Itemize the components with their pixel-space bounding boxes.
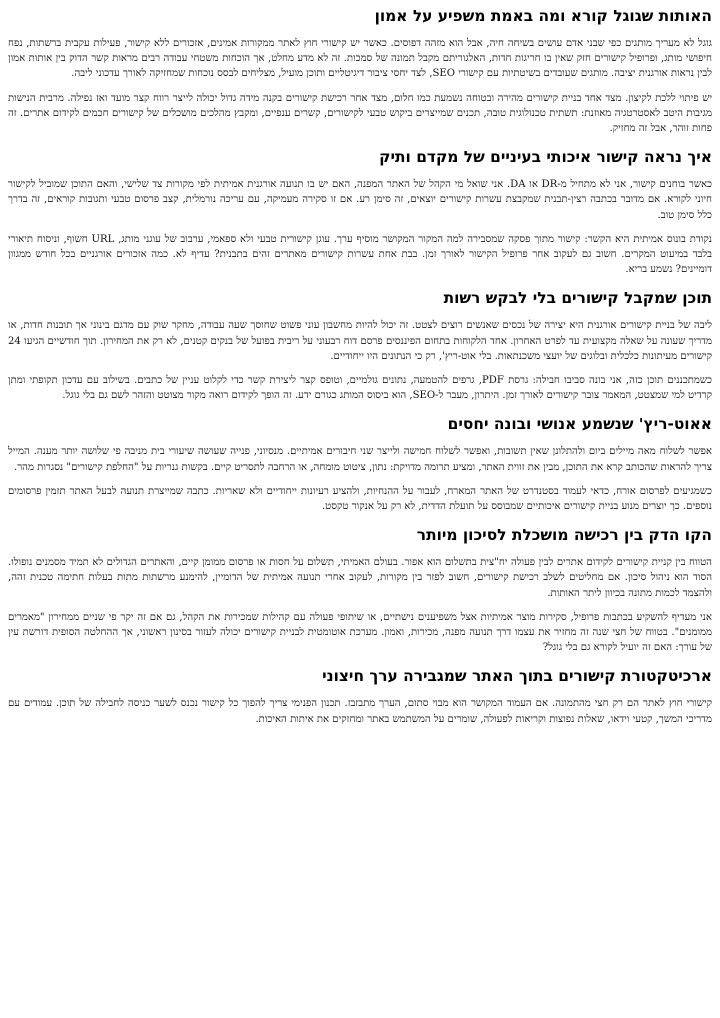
section-heading: ארכיטקטורת קישורים בתוך האתר שמגבירה ערך חיצוני	[322, 667, 712, 686]
section-heading: איך נראה קישור איכותי בעיניים של מקדם ותיק	[379, 148, 712, 167]
section-heading: האותות שגוגל קורא ומה באמת משפיע על אמון	[374, 7, 712, 25]
section-linkable-content	[8, 288, 712, 403]
section-paragraph: הטווח בין קניית קישורים לקידום אתרים לבין פעולה יח"צית בתשלום הוא אפור. בעולם האמיתי, תשלום על חסות או פרסום ממומן קיים, והאתרים הגדולים לא תמיד מסמנים נופולו. הסוד הוא ניהול סיכון. אם מחליטים לשלב רכישת קישורים, חשוב לפזר בין מקורות, לעקוב אחרי תנועה אמיתית של הדומיין, להימנע מרשתות מתות בעלות חתימה טכנית זהה, ולהצמד לכמות מתונה בכיוון ליתר האותות.	[8, 557, 712, 599]
section-heading: הקו הדק בין רכישה מושכלת לסיכון מיותר	[416, 526, 712, 545]
section-paragraph: יש פיתוי ללכת לקיצון. מצד אחד בניית קישורים מהירה ובטוחה נשמעת כמו חלום, מצד אחר רכישת קישורים בקנה מידה גדול יכולה לייצר רווח קצר מועד ואז נפילה. מרבית הנישות מגיבות היטב לאסטרטגיה מאוזנת: תשתית טכנולוגית טובה, תכנים שמייצרים ביקוש טבעי לקישורים, קשרים ענפיים, ומקבץ מהלכים מושכלים של קישורים חכמים לקידום אתרים. זה פחות זוהר, אבל זה מחזיק.	[8, 92, 712, 135]
section-internal-architecture	[8, 666, 712, 726]
section-heading: תוכן שמקבל קישורים בלי לבקש רשות	[443, 289, 712, 308]
section-paragraph: גוגל לא מעריך מותגים כפי שבני אדם עושים בשיחה חיה, אבל הוא מזהה דפוסים. כאשר יש קישורי חוץ לאתר ממקורות אמינים, אזכורים ללא קישור, פעילות עקבית ברשתות, נפח חיפושי מותג, ופרופיל קישורים חזק שאין בו חריגות חדות, האלגוריתם מקבל תמונה של סמכות. זה לא מדע מחלט, אך הוכחות משטחי עבודה רבים מראות קשר הדוק בין אותות אמון לבין נראות אורגנית יציבה. מותגים שעובדים בשיטתיות עם קישורי SEO, לצד יחסי ציבור דיגיטליים ותוכן מועיל, מצליחים לבסס נוכחות שמחזיקה לאורך עדכוני ליבה.	[8, 38, 712, 80]
section-heading: אאוט-ריץ' שנשמע אנושי ובונה יחסים	[447, 415, 712, 434]
section-buying-risk	[8, 525, 712, 655]
section-paragraph: קישורי חוץ לאתר הם רק חצי מהתמונה. אם העמוד המקושר הוא מבוי סתום, הערך מתבזבז. תכנון הפנימי צריך להפוך כל קישור נכנס לשער כניסה לחבילה של תוכן. עמודים עם מדריכי המשך, קטעי וידאו, שאלות נפוצות וקריאות לפעולה, שומרים על המשתמש באתר ומחזקים את איתות האיכות.	[8, 698, 712, 725]
section-paragraph: כשמגיעים לפרסום אורח, כדאי לעמוד בסטנדרט של האתר המארח, לעבור על ההנחיות, ולהציע רעיונות ייחודיים ולא שאריות. כתבה שמייצרת תנועה לבעל האתר תזמין פרסומים נוספים. כך יוצרים מנוע בניית קישורים איכותיים שמבוסס על תועלת הדדית, לא רק על אנקור טקסט.	[8, 485, 712, 513]
section-paragraph: ליבה של בניית קישורים אורגנית היא יצירה של נכסים שאנשים רוצים לצטט. זה יכול להיות מחשבון עוני פשוט שחוסך שעה עבודה, מחקר שוק עם מדגם בינוני אך תובנות חדות, או מדריך שעונה על שאלה מקצועית עד לפרט האחרון. אחד הלקוחות בתחום הפיננסים פרסם דוח רבעוני על ריבית בפועל של בנקים קטנים, לא רק את המחירון. תוך חודשיים הגיעו 24 קישורים מעיתונות כלכלית ובלוגים של יועצי משכנתאות. בלי אוט-ריץ', רק כי הנתונים היו ייחודיים.	[8, 320, 712, 362]
section-paragraph: כשמתכננים תוכן כזה, אני בונה סביבו חבילה: גרסת PDF, גרפים להטמעה, נתונים גולמיים, וטופס קצר ליצירת קשר כדי לקלוט עניין של כתבים. בשילוב עם עדכון תקופתי ומתן קרדיט למי שמצטט, המאמר צובר קישורים לאורך זמן. היתרון, מעבר ל-SEO, הוא ביסוס המותג כגורם ידע. זה הופך לקידום רואה מקור מצוטט והזהר לשם גם בלי גוגל.	[8, 375, 712, 402]
section-paragraph: אני מעדיף להשקיע בכתבות פרופיל, סקירות מוצר אמיתיות אצל משפיענים נישתיים, או שיתופי פעולה עם קהילות שמכירות את הקהל, גם אם זה יקר פי שניים ממחירון "מאמרים ממומנים". בטווח של חצי שנה זה מחזיר את עצמו דרך תנועה מפנה, מכירות, ואמון. מערכת אוטומטית לבניית קישורים יכולה לעזור בסינון ראשוני, אך ההחלטה הסופית דורשת עין של עורך: האם זה יועיל לקורא גם בלי גוגל?	[8, 611, 712, 654]
section-outreach	[8, 414, 712, 514]
section-quality-link	[8, 147, 712, 277]
section-paragraph: כאשר בוחנים קישור, אני לא מתחיל מ-DR או DA. אני שואל מי הקהל של האתר המפנה, האם יש בו תנועה אורגנית אמיתית לפי מקורות צד שלישי, והאם התוכן שמוביל לקישור חיוני לקורא. אם מדובר בכתבה רצין-תבנית שמקבצת עשרות קישורים יוצאים, זה סימן רע. אם זו סקירה מעמיקה, עם עריכה נורמלית, קצב פרסום טבעי ותגובות קוראים, זה בדרך כלל סימן טוב.	[8, 179, 712, 221]
section-paragraph: אפשר לשלוח מאה מיילים ביום ולהתלונן שאין תשובות, ואפשר לשלוח חמישה ולייצר שני חיבורים אמיתיים. מנסיוני, פנייה שעושה שיעורי בית מניבה פי שלושה יותר מענה. המייל צריך להראות שהכותב קרא את התוכן, מבין את זווית האתר, ומציע תרומה מדויקת: נתון, ציטוט מומחה, או הרחבה לתסריט קיים. בקשות גנריות על "החלפת קישורים" נסגרות מהר.	[8, 446, 712, 473]
section-paragraph: נקודת בונוס אמיתית היא הקשר: קישור מתוך פסקה שמסבירה למה המקור המקושר מוסיף ערך. עוגן קישורית טבעי ולא ספאמי, ערבוב של עוגני מותג, URL חשוף, וניסוח תיאורי בלבד במיעוט המקרים. חשוב גם לעקוב אחר פרופיל הקישור לאורך זמן. בבת אחת עשרות קישורים מאתרים זהים בתבנית? עדיף לא. כמה אזכורים אורגניים בכל חודש ממגוון דומיינים? נשמע בריא.	[8, 233, 713, 276]
section-trust-signals	[8, 6, 712, 136]
